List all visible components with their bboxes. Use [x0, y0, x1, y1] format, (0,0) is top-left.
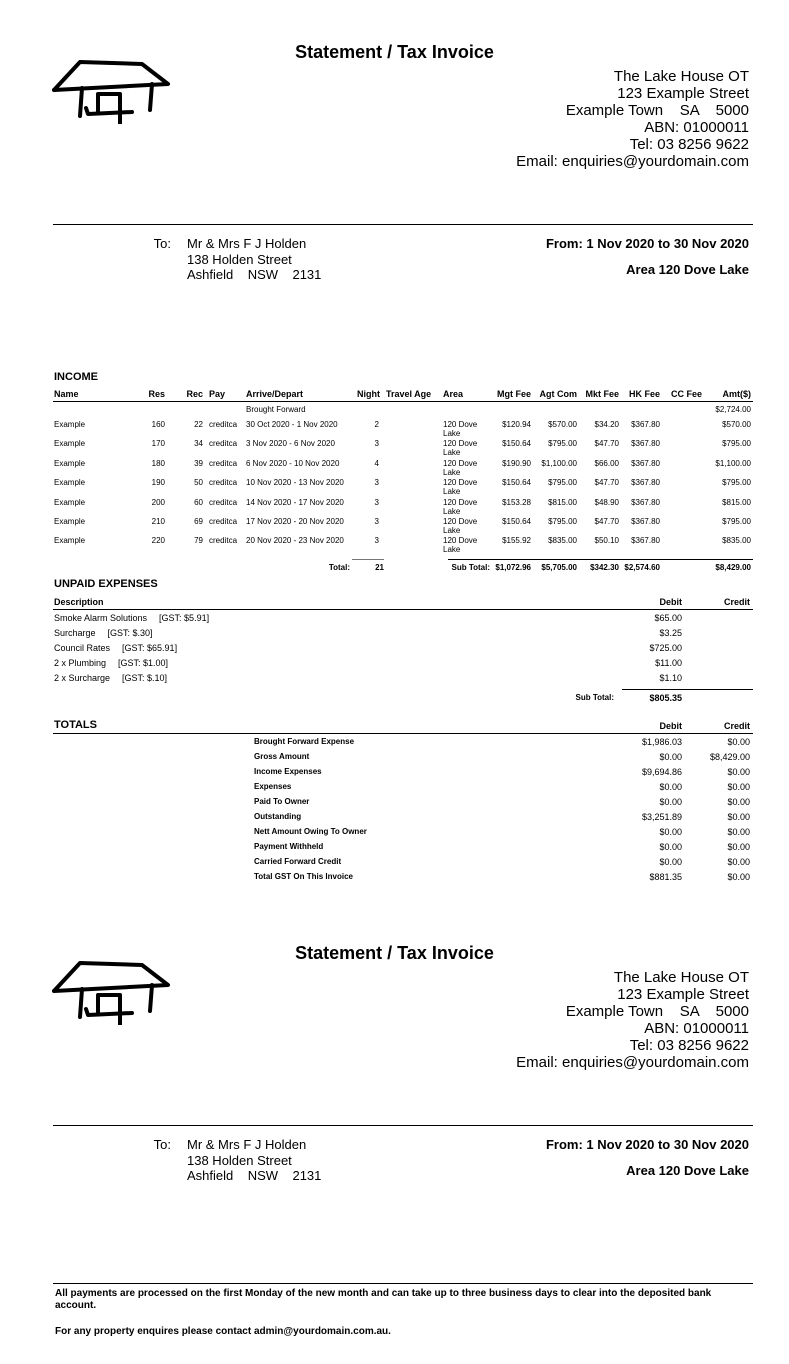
income-column-header: Agt Com [539, 389, 577, 399]
totals-row-credit: $0.00 [727, 827, 750, 837]
totals-row-debit: $0.00 [659, 752, 682, 762]
totals-row-debit: $0.00 [659, 842, 682, 852]
expense-row [54, 643, 177, 653]
income-row-name: Example [54, 536, 86, 546]
income-row-area: 120 Dove Lake [443, 420, 478, 438]
total-nights-divider [352, 559, 384, 560]
income-row-res: 210 [151, 517, 165, 526]
brought-forward-label: Brought Forward [246, 405, 306, 414]
income-row-amount: $795.00 [722, 439, 751, 449]
totals-row-label: Gross Amount [254, 752, 310, 761]
income-row-mgt-fee: $150.64 [502, 478, 531, 488]
income-row-area: 120 Dove Lake [443, 517, 478, 535]
income-row-pay: creditca [209, 478, 238, 488]
income-row-mgt-fee: $155.92 [502, 536, 531, 546]
income-row-agt-com: $835.00 [548, 536, 577, 546]
expenses-subtotal: $805.35 [649, 693, 682, 703]
subtotal-mkt-fee: $342.30 [590, 563, 619, 572]
income-row-nights: 3 [374, 497, 379, 507]
totals-row-debit: $881.35 [649, 872, 682, 882]
totals-row-debit: $0.00 [659, 782, 682, 792]
totals-row-label: Expenses [254, 782, 292, 791]
totals-row-label: Carried Forward Credit [254, 857, 342, 866]
income-row-nights: 2 [374, 420, 379, 429]
income-row-mkt-fee: $66.00 [594, 458, 619, 468]
expense-description: Smoke Alarm Solutions [54, 613, 148, 623]
totals-row-debit: $0.00 [659, 857, 682, 867]
income-subtotal-label: Sub Total: [451, 563, 490, 572]
totals-row-debit: $1,986.03 [641, 737, 682, 747]
totals-row-credit: $0.00 [727, 812, 750, 822]
income-row-amount: $1,100.00 [715, 458, 751, 468]
income-row-rec: 39 [194, 458, 203, 468]
income-row-mkt-fee: $47.70 [594, 439, 619, 449]
totals-row-debit: $0.00 [659, 827, 682, 837]
income-row-pay: creditca [209, 536, 238, 546]
expenses-credit-header: Credit [723, 597, 750, 607]
income-row-pay: creditca [209, 439, 238, 449]
company-line: Email: enquiries@yourdomain.com [516, 153, 749, 170]
income-column-header: Mgt Fee [496, 389, 531, 399]
totals-row-debit: $3,251.89 [641, 812, 682, 822]
income-total-label: Total: [328, 563, 350, 572]
totals-row-label: Outstanding [254, 812, 302, 821]
totals-row-credit: $8,429.00 [709, 752, 750, 762]
income-row-res: 220 [151, 536, 165, 546]
income-row-mkt-fee: $50.10 [594, 536, 619, 546]
income-row-res: 160 [151, 420, 165, 429]
income-row-amount: $815.00 [722, 497, 751, 507]
house-logo-icon [52, 955, 172, 1025]
company-line: Example Town SA 5000 [565, 102, 749, 119]
income-column-header: Rec [186, 389, 203, 399]
expense-description: 2 x Surcharge [54, 673, 111, 683]
recipient-line: Ashfield NSW 2131 [187, 267, 322, 282]
income-total-nights: 21 [375, 563, 384, 572]
subtotal-amount: $8,429.00 [715, 563, 751, 572]
income-row-rec: 60 [194, 497, 203, 507]
totals-heading: TOTALS [54, 719, 97, 731]
totals-row-label: Brought Forward Expense [254, 737, 355, 746]
property-area: Area 120 Dove Lake [626, 1163, 749, 1178]
recipient-line: Mr & Mrs F J Holden [187, 1137, 307, 1152]
company-line: ABN: 01000011 [644, 1020, 749, 1037]
income-row-dates: 30 Oct 2020 - 1 Nov 2020 [246, 420, 338, 429]
income-row-agt-com: $815.00 [548, 497, 577, 507]
statement-period: From: 1 Nov 2020 to 30 Nov 2020 [545, 1137, 749, 1152]
totals-row-label: Paid To Owner [254, 797, 310, 806]
income-row-area: 120 Dove Lake [443, 458, 478, 477]
expenses-description-header: Description [54, 597, 104, 607]
income-row-dates: 20 Nov 2020 - 23 Nov 2020 [246, 536, 344, 546]
income-row-area: 120 Dove Lake [443, 497, 478, 516]
house-logo-icon [52, 54, 172, 124]
income-row-pay: creditca [209, 458, 238, 468]
brought-forward-amount: $2,724.00 [715, 405, 751, 414]
totals-header-divider [53, 733, 753, 734]
totals-row-credit: $0.00 [727, 782, 750, 792]
income-row-name: Example [54, 458, 86, 468]
income-row-nights: 3 [374, 536, 379, 546]
income-row-mgt-fee: $153.28 [502, 497, 531, 507]
income-row-hk-fee: $367.80 [631, 517, 660, 526]
expense-gst: [GST: $.10] [122, 673, 168, 683]
property-area: Area 120 Dove Lake [626, 262, 749, 277]
subtotal-mgt-fee: $1,072.96 [495, 563, 531, 572]
totals-row-credit: $0.00 [727, 857, 750, 867]
income-column-header: Area [443, 389, 464, 399]
income-column-header: Arrive/Depart [246, 389, 304, 399]
income-row-mgt-fee: $150.64 [502, 439, 531, 449]
to-label: To: [153, 236, 171, 251]
income-row-pay: creditca [209, 497, 238, 507]
expenses-subtotal-divider [622, 689, 753, 690]
expense-debit: $3.25 [659, 628, 682, 638]
income-row-agt-com: $795.00 [548, 517, 577, 526]
company-line: Tel: 03 8256 9622 [629, 136, 749, 153]
income-row-amount: $835.00 [722, 536, 751, 546]
income-row-hk-fee: $367.80 [631, 458, 660, 468]
income-row-hk-fee: $367.80 [631, 420, 660, 429]
income-column-header: Night [357, 389, 380, 399]
header-divider [53, 1125, 753, 1126]
income-row-mkt-fee: $47.70 [594, 517, 619, 526]
expenses-debit-header: Debit [659, 597, 682, 607]
recipient-line: 138 Holden Street [187, 1152, 292, 1168]
income-row-hk-fee: $367.80 [631, 497, 660, 507]
income-row-rec: 34 [194, 439, 203, 449]
company-line: ABN: 01000011 [644, 119, 749, 136]
income-column-header: Amt($) [722, 389, 751, 399]
income-row-rec: 69 [194, 517, 203, 526]
income-row-area: 120 Dove Lake [443, 478, 478, 497]
expense-debit: $11.00 [655, 658, 682, 668]
company-line: The Lake House OT [613, 969, 749, 986]
income-row-res: 200 [151, 497, 165, 507]
income-row-amount: $795.00 [722, 478, 751, 488]
company-line: The Lake House OT [613, 68, 749, 85]
expense-row [54, 673, 167, 683]
header-divider [53, 224, 753, 225]
expense-description: 2 x Plumbing [54, 658, 107, 668]
footer-divider [53, 1283, 753, 1284]
totals-row-credit: $0.00 [727, 797, 750, 807]
expense-debit: $65.00 [654, 613, 682, 623]
income-row-agt-com: $795.00 [548, 439, 577, 449]
income-row-dates: 6 Nov 2020 - 10 Nov 2020 [246, 458, 340, 468]
expense-debit: $725.00 [649, 643, 682, 653]
income-row-hk-fee: $367.80 [631, 439, 660, 449]
totals-row-credit: $0.00 [727, 767, 750, 777]
totals-row-label: Income Expenses [254, 767, 322, 776]
income-row-amount: $570.00 [722, 420, 751, 429]
income-row-hk-fee: $367.80 [631, 478, 660, 488]
income-row-area: 120 Dove Lake [443, 536, 478, 555]
expenses-header-divider [53, 609, 753, 610]
expense-gst: [GST: $5.91] [159, 613, 210, 623]
to-label: To: [153, 1137, 171, 1152]
income-row-rec: 50 [194, 478, 203, 488]
income-column-header: Pay [209, 389, 226, 399]
recipient-line: Mr & Mrs F J Holden [187, 236, 307, 251]
totals-row-label: Nett Amount Owing To Owner [254, 827, 367, 836]
income-row-area: 120 Dove Lake [443, 439, 478, 458]
income-row-agt-com: $1,100.00 [541, 458, 577, 468]
income-row-dates: 10 Nov 2020 - 13 Nov 2020 [246, 478, 344, 488]
income-column-header: Res [148, 389, 165, 399]
expense-gst: [GST: $.30] [107, 628, 153, 638]
income-row-mkt-fee: $47.70 [594, 478, 619, 488]
company-line: Tel: 03 8256 9622 [629, 1037, 749, 1054]
income-row-dates: 14 Nov 2020 - 17 Nov 2020 [246, 497, 344, 507]
income-row-name: Example [54, 497, 86, 507]
income-row-pay: creditca [209, 517, 238, 526]
income-row-dates: 17 Nov 2020 - 20 Nov 2020 [246, 517, 344, 526]
totals-row-debit: $9,694.86 [641, 767, 682, 777]
totals-debit-header: Debit [659, 721, 682, 731]
income-column-header: Mkt Fee [585, 389, 619, 399]
income-row-name: Example [54, 420, 86, 429]
income-row-mgt-fee: $150.64 [502, 517, 531, 526]
expense-gst: [GST: $65.91] [122, 643, 178, 653]
expense-debit: $1.10 [659, 673, 682, 683]
income-row-mkt-fee: $34.20 [594, 420, 619, 429]
totals-row-debit: $0.00 [659, 797, 682, 807]
statement-title: Statement / Tax Invoice [295, 943, 494, 963]
subtotal-hk-fee: $2,574.60 [624, 563, 660, 572]
income-row-dates: 3 Nov 2020 - 6 Nov 2020 [246, 439, 335, 449]
income-column-header: HK Fee [628, 389, 660, 399]
income-row-name: Example [54, 517, 86, 526]
totals-credit-header: Credit [723, 721, 750, 731]
income-row-amount: $795.00 [722, 517, 751, 526]
income-header-divider [53, 401, 753, 402]
income-row-nights: 4 [374, 458, 379, 468]
expenses-heading: UNPAID EXPENSES [54, 578, 158, 590]
income-subtotal-divider [448, 559, 753, 560]
payment-note: All payments are processed on the first Monday of the new month and can take up to three business days to clear into the deposited bank account. [55, 1288, 712, 1311]
income-row-name: Example [54, 478, 86, 488]
statement-period: From: 1 Nov 2020 to 30 Nov 2020 [545, 236, 749, 251]
income-row-nights: 3 [374, 478, 379, 488]
expense-row [54, 613, 209, 623]
income-row-mkt-fee: $48.90 [594, 497, 619, 507]
totals-row-credit: $0.00 [727, 842, 750, 852]
expense-row [54, 658, 168, 668]
totals-row-credit: $0.00 [727, 872, 750, 882]
income-row-name: Example [54, 439, 86, 449]
company-line: 123 Example Street [617, 986, 749, 1003]
income-row-res: 170 [151, 439, 165, 449]
statement-title: Statement / Tax Invoice [295, 42, 494, 62]
expense-description: Surcharge [54, 628, 96, 638]
company-line: Example Town SA 5000 [565, 1003, 749, 1020]
totals-row-label: Total GST On This Invoice [254, 872, 353, 881]
income-row-agt-com: $570.00 [548, 420, 577, 429]
income-row-mgt-fee: $120.94 [502, 420, 531, 429]
income-row-res: 190 [151, 478, 165, 488]
company-line: 123 Example Street [617, 85, 749, 102]
income-row-pay: creditca [209, 420, 238, 429]
expense-row [54, 628, 153, 638]
income-row-rec: 22 [194, 420, 203, 429]
recipient-line: Ashfield NSW 2131 [187, 1168, 322, 1183]
income-row-mgt-fee: $190.90 [502, 458, 531, 468]
company-line: Email: enquiries@yourdomain.com [516, 1054, 749, 1071]
recipient-line: 138 Holden Street [187, 251, 292, 267]
totals-row-label: Payment Withheld [254, 842, 324, 851]
income-row-agt-com: $795.00 [548, 478, 577, 488]
expenses-subtotal-label: Sub Total: [575, 693, 614, 702]
expense-gst: [GST: $1.00] [118, 658, 169, 668]
income-row-nights: 3 [374, 517, 379, 526]
income-row-hk-fee: $367.80 [631, 536, 660, 546]
totals-row-credit: $0.00 [727, 737, 750, 747]
income-row-rec: 79 [194, 536, 203, 546]
income-column-header: Travel Age [386, 389, 432, 399]
subtotal-agt-com: $5,705.00 [541, 563, 577, 572]
income-column-header: Name [54, 389, 79, 399]
income-column-header: CC Fee [670, 389, 702, 399]
expense-description: Council Rates [54, 643, 111, 653]
income-row-nights: 3 [374, 439, 379, 449]
income-row-res: 180 [151, 458, 165, 468]
income-heading: INCOME [54, 371, 98, 383]
contact-note: For any property enquires please contact admin@yourdomain.com.au. [55, 1326, 391, 1337]
